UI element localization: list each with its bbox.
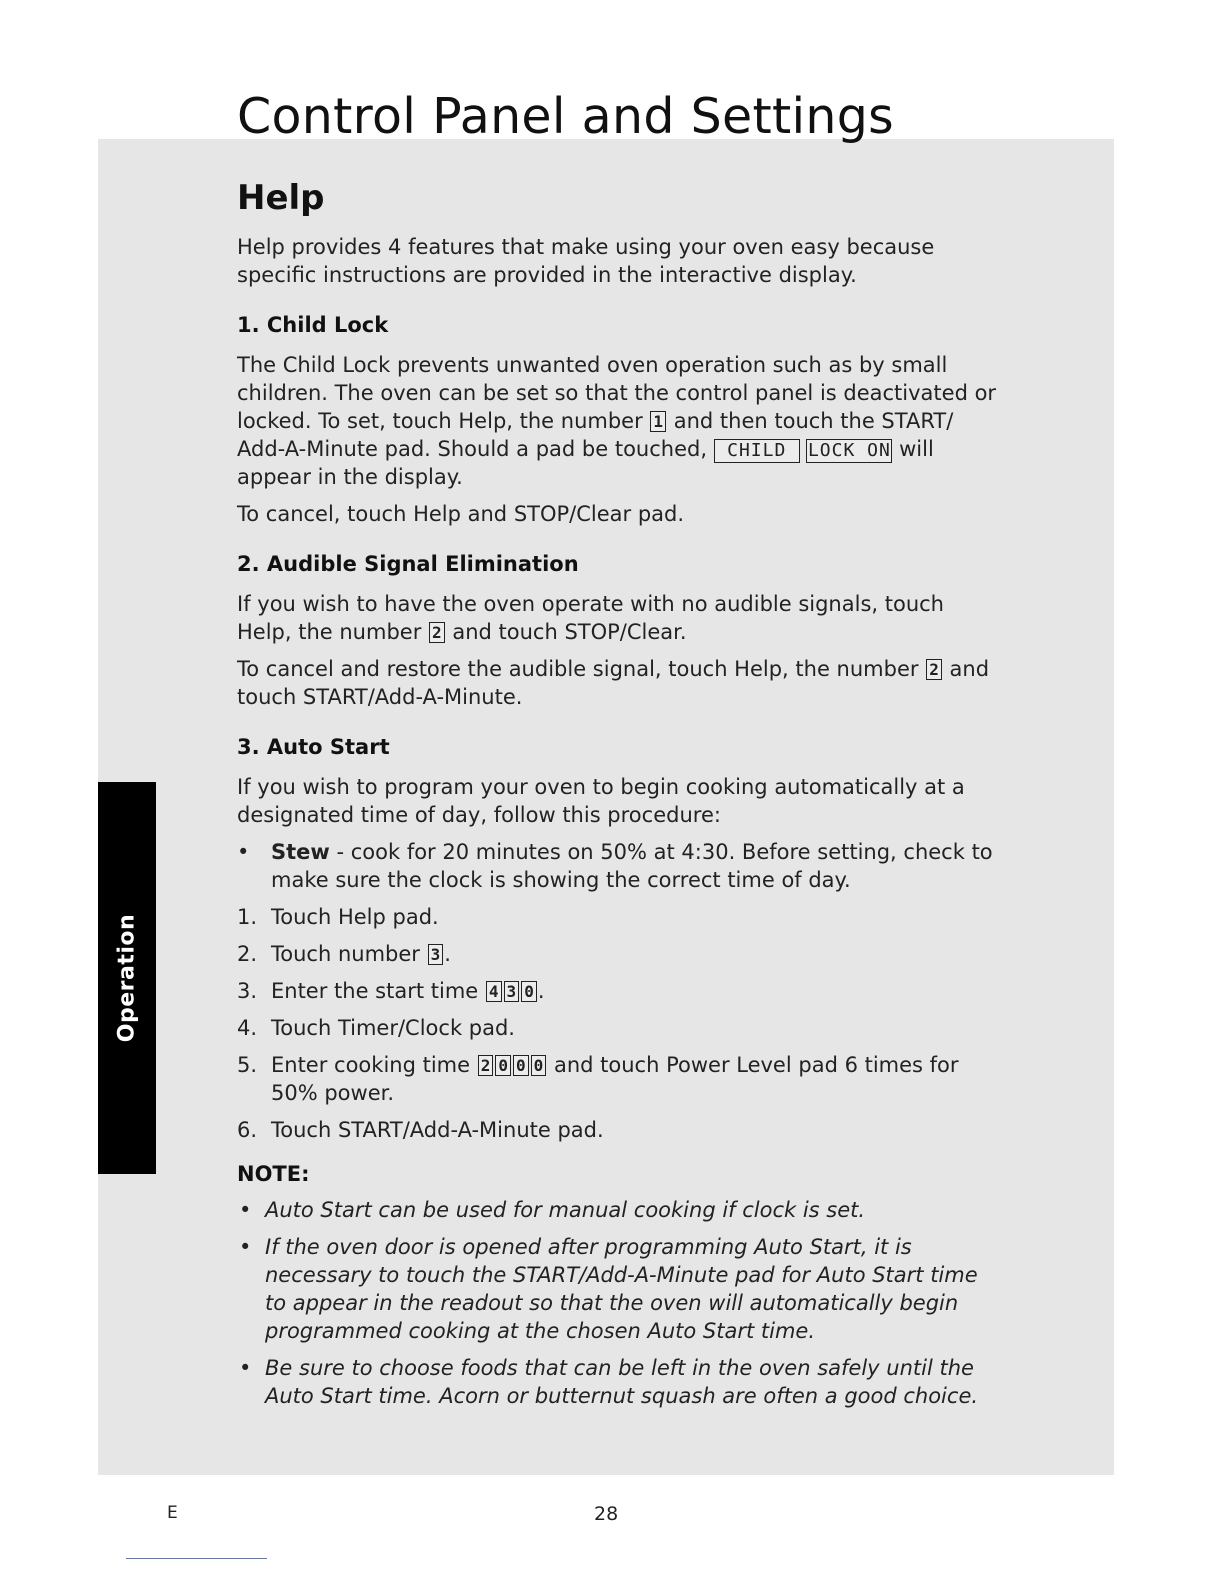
key-0: 0	[531, 1055, 547, 1076]
audible-paragraph-1	[237, 590, 997, 646]
child-lock-text-c: will appear in the display.	[237, 437, 934, 489]
note-item	[237, 1233, 997, 1345]
key-2: 2	[478, 1055, 494, 1076]
page-number: 28	[594, 1503, 619, 1525]
note-item	[237, 1196, 997, 1224]
side-tab-label: Operation	[114, 913, 140, 1043]
lcd-lock-on: LOCK ON	[807, 440, 891, 461]
step-number: 4.	[237, 1016, 258, 1040]
audible-heading: 2. Audible Signal Elimination	[237, 552, 579, 576]
auto-start-intro: If you wish to program your oven to begin cooking automatically at a designated time of day, follow this procedure:	[237, 775, 965, 827]
note-item	[237, 1354, 997, 1410]
step-number: 2.	[237, 942, 258, 966]
step-number: 3.	[237, 979, 258, 1003]
step-text: Enter cooking time	[271, 1053, 471, 1077]
child-lock-cancel: To cancel, touch Help and STOP/Clear pad.	[237, 502, 685, 526]
key-3: 3	[428, 944, 444, 965]
note-bullet: •	[239, 1198, 252, 1222]
bullet-mark: •	[237, 840, 250, 864]
key-2-restore: 2	[926, 659, 942, 680]
step-1	[237, 903, 997, 931]
page-title: Control Panel and Settings	[237, 88, 895, 145]
audible-paragraph-2	[237, 655, 997, 711]
audible-text-a: If you wish to have the oven operate with no audible signals, touch Help, the number	[237, 592, 944, 644]
step-5	[237, 1051, 997, 1107]
step-text: Touch number	[271, 942, 420, 966]
note-bullet: •	[239, 1356, 252, 1380]
side-tab	[98, 782, 156, 1174]
child-lock-heading: 1. Child Lock	[237, 313, 389, 337]
step-6	[237, 1116, 997, 1144]
key-3: 3	[504, 981, 520, 1002]
step-2	[237, 940, 997, 968]
note-text: Be sure to choose foods that can be left in the oven safely until the Auto Start time. Acorn or butternut squash are often a good choice.	[265, 1356, 979, 1408]
note-bullet: •	[239, 1235, 252, 1259]
step-3	[237, 977, 997, 1005]
step-text: Enter the start time	[271, 979, 479, 1003]
main-content	[237, 176, 997, 1419]
child-lock-text-a: The Child Lock prevents unwanted oven operation such as by small children. The oven can be set so that the control panel is deactivated or locked. To set, touch Help, the number	[237, 353, 997, 433]
stew-text: - cook for 20 minutes on 50% at 4:30. Before setting, check to make sure the clock is showing the correct time of day.	[271, 840, 993, 892]
step-end: .	[537, 979, 545, 1003]
audible-cancel-b: and touch START/Add-A-Minute.	[237, 657, 990, 709]
note-title: NOTE:	[237, 1162, 310, 1186]
child-lock-paragraph	[237, 351, 997, 491]
audible-cancel-a: To cancel and restore the audible signal, touch Help, the number	[237, 657, 919, 681]
note-text: Auto Start can be used for manual cooking if clock is set.	[265, 1198, 866, 1222]
key-0: 0	[495, 1055, 511, 1076]
step-end: and touch Power Level pad 6 times for 50% power.	[271, 1053, 959, 1105]
stew-bullet	[237, 838, 997, 894]
step-4	[237, 1014, 997, 1042]
note-text: If the oven door is opened after programming Auto Start, it is necessary to touch the START/Add-A-Minute pad for Auto Start time to appear in the readout so that the oven will automatically begin programmed cooking at the chosen Auto Start time.	[265, 1235, 978, 1343]
step-number: 6.	[237, 1118, 258, 1142]
lcd-child: CHILD	[714, 439, 800, 463]
child-lock-text-b: and then touch the START/ Add-A-Minute pad. Should a pad be touched,	[237, 409, 954, 461]
audible-text-b: and touch STOP/Clear.	[452, 620, 687, 644]
help-intro: Help provides 4 features that make using your oven easy because specific instructions are provided in the interactive display.	[237, 235, 935, 287]
step-number: 1.	[237, 905, 258, 929]
key-2: 2	[429, 622, 445, 643]
stew-label: Stew	[271, 840, 330, 864]
key-0: 0	[521, 981, 537, 1002]
footer-language-code: E	[167, 1503, 178, 1523]
step-text: Touch Timer/Clock pad.	[271, 1016, 515, 1040]
help-heading: Help	[237, 178, 325, 218]
key-4: 4	[486, 981, 502, 1002]
step-text: Touch Help pad.	[271, 905, 439, 929]
step-text: Touch START/Add-A-Minute pad.	[271, 1118, 604, 1142]
step-number: 5.	[237, 1053, 258, 1077]
footer-rule	[126, 1558, 267, 1559]
key-1: 1	[650, 411, 666, 432]
auto-start-heading: 3. Auto Start	[237, 735, 390, 759]
step-end: .	[444, 942, 451, 966]
key-0: 0	[513, 1055, 529, 1076]
